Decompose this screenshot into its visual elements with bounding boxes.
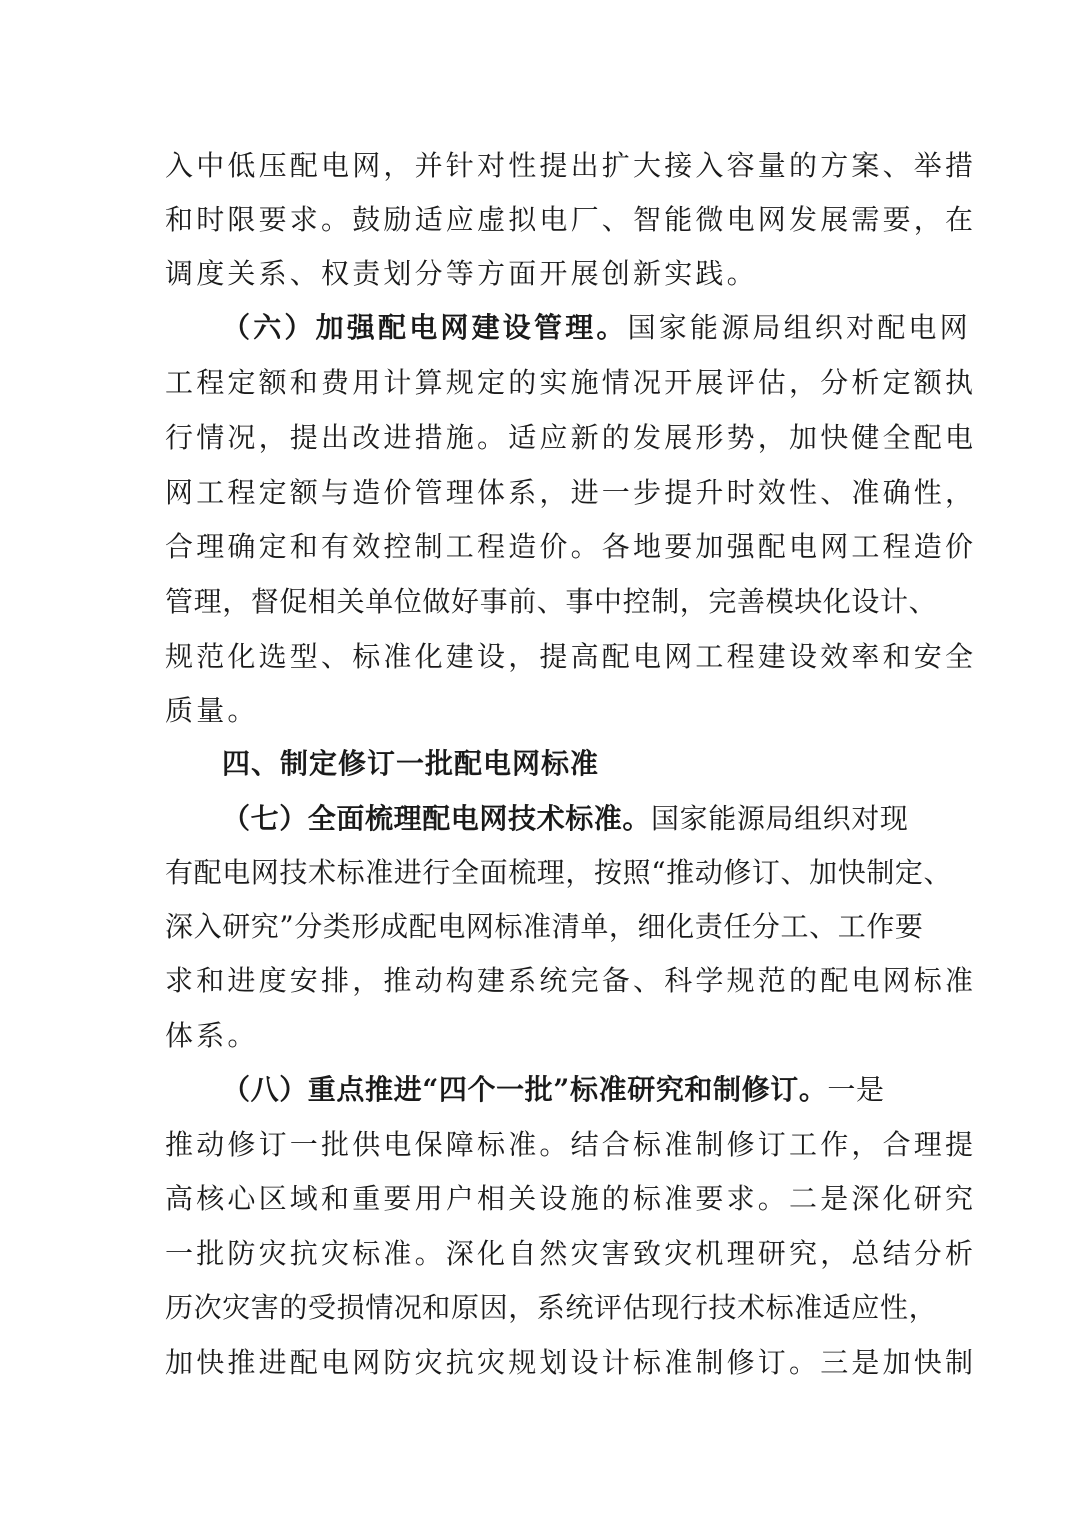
paragraph-8-heading: （八）重点推进“四个一批”标准研究和制修订。	[222, 1073, 828, 1106]
text-line: 加快推进配电网防灾抗灾规划设计标准制修订。三是加快制	[165, 1346, 977, 1379]
text-line: 深入研究”分类形成配电网标准清单，细化责任分工、工作要	[165, 910, 924, 943]
paragraph-7-first-line	[222, 799, 925, 839]
text-line: 合理确定和有效控制工程造价。各地要加强配电网工程造价	[165, 530, 977, 563]
paragraph-7-text: 国家能源局组织对现	[651, 802, 909, 835]
text-line: 规范化选型、标准化建设，提高配电网工程建设效率和安全	[165, 640, 977, 673]
text-line: 有配电网技术标准进行全面梳理，按照“推动修订、加快制定、	[165, 856, 953, 889]
text-line: 行情况，提出改进措施。适应新的发展形势，加快健全配电	[165, 421, 977, 454]
paragraph-6-first-line	[222, 308, 971, 348]
text-line: 和时限要求。鼓励适应虚拟电厂、智能微电网发展需要，在	[165, 203, 977, 236]
text-line: 求和进度安排，推动构建系统完备、科学规范的配电网标准	[165, 964, 977, 997]
text-line: 推动修订一批供电保障标准。结合标准制修订工作，合理提	[165, 1128, 977, 1161]
section-4-heading: 四、制定修订一批配电网标准	[222, 747, 600, 780]
paragraph-8-text: 一是	[827, 1073, 885, 1106]
text-line: 调度关系、权责划分等方面开展创新实践。	[165, 257, 758, 290]
text-line: 体系。	[165, 1019, 259, 1052]
paragraph-6-heading: （六）加强配电网建设管理。	[222, 311, 628, 344]
text-line: 一批防灾抗灾标准。深化自然灾害致灾机理研究，总结分析	[165, 1237, 977, 1270]
paragraph-6-text: 国家能源局组织对配电网	[627, 311, 971, 344]
text-line: 历次灾害的受损情况和原因，系统评估现行技术标准适应性，	[165, 1291, 938, 1324]
paragraph-8-first-line	[222, 1070, 925, 1110]
text-line: 网工程定额与造价管理体系，进一步提升时效性、准确性，	[165, 476, 977, 509]
paragraph-7-heading: （七）全面梳理配电网技术标准。	[222, 802, 652, 835]
text-line: 高核心区域和重要用户相关设施的标准要求。二是深化研究	[165, 1182, 977, 1215]
text-line: 入中低压配电网，并针对性提出扩大接入容量的方案、举措	[165, 149, 977, 182]
text-line: 质量。	[165, 694, 259, 727]
text-line: 管理，督促相关单位做好事前、事中控制，完善模块化设计、	[165, 585, 938, 618]
text-line: 工程定额和费用计算规定的实施情况开展评估，分析定额执	[165, 366, 977, 399]
